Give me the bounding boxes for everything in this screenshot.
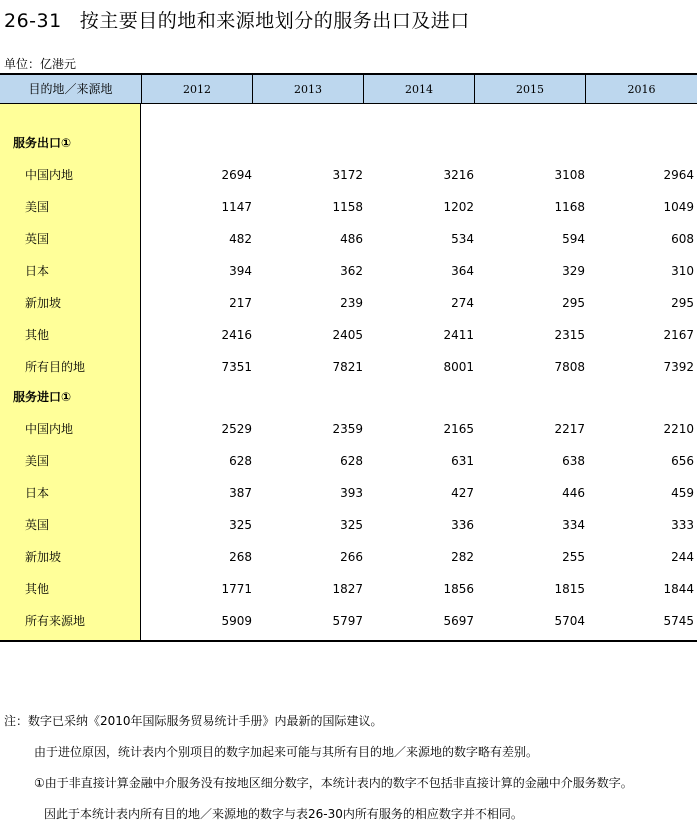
cell-value: 2210	[663, 422, 694, 436]
unit-label: 单位：亿港元	[4, 57, 77, 71]
cell-value: 656	[671, 454, 694, 468]
cell-value: 3108	[554, 168, 585, 182]
header-year-2013: 2013	[252, 75, 363, 104]
header-year-2014: 2014	[363, 75, 474, 104]
row-label: 其他	[25, 582, 50, 596]
table-row	[0, 477, 697, 509]
cell-value: 7808	[554, 360, 585, 374]
cell-value: 1202	[443, 200, 474, 214]
cell-value: 1158	[332, 200, 363, 214]
cell-value: 2167	[663, 328, 694, 342]
cell-value: 310	[671, 264, 694, 278]
row-label: 英国	[25, 518, 50, 532]
cell-value: 295	[562, 296, 585, 310]
cell-value: 446	[562, 486, 585, 500]
cell-value: 329	[562, 264, 585, 278]
cell-value: 638	[562, 454, 585, 468]
table-row	[0, 191, 697, 223]
cell-value: 362	[340, 264, 363, 278]
cell-value: 5704	[554, 614, 585, 628]
row-label: 所有目的地	[25, 360, 86, 374]
table-title: 按主要目的地和来源地划分的服务出口及进口	[79, 10, 470, 32]
cell-value: 628	[229, 454, 252, 468]
cell-value: 459	[671, 486, 694, 500]
row-label: 其他	[25, 328, 50, 342]
row-label: 美国	[25, 200, 50, 214]
page-title	[4, 6, 470, 33]
cell-value: 364	[451, 264, 474, 278]
cell-value: 1827	[332, 582, 363, 596]
cell-value: 1856	[443, 582, 474, 596]
cell-value: 594	[562, 232, 585, 246]
table-row	[0, 287, 697, 319]
table-row	[0, 605, 697, 637]
cell-value: 5697	[443, 614, 474, 628]
cell-value: 2694	[221, 168, 252, 182]
cell-value: 295	[671, 296, 694, 310]
row-label: 美国	[25, 454, 50, 468]
cell-value: 608	[671, 232, 694, 246]
table-header	[0, 73, 697, 104]
cell-value: 274	[451, 296, 474, 310]
cell-value: 2529	[221, 422, 252, 436]
cell-value: 334	[562, 518, 585, 532]
cell-value: 239	[340, 296, 363, 310]
cell-value: 325	[229, 518, 252, 532]
cell-value: 217	[229, 296, 252, 310]
table-row	[0, 255, 697, 287]
footnote-fisim: ①由于非直接计算金融中介服务没有按地区细分数字，本统计表内的数字不包括非直接计算的金融中介服务数字。	[34, 776, 633, 790]
cell-value: 482	[229, 232, 252, 246]
cell-value: 631	[451, 454, 474, 468]
section-label: 服务出口①	[13, 136, 72, 150]
table-row	[0, 223, 697, 255]
cell-value: 2359	[332, 422, 363, 436]
cell-value: 427	[451, 486, 474, 500]
cell-value: 266	[340, 550, 363, 564]
table-row	[0, 159, 697, 191]
cell-value: 2315	[554, 328, 585, 342]
cell-value: 3216	[443, 168, 474, 182]
data-table	[0, 73, 697, 642]
table-row	[0, 413, 697, 445]
header-year-2016: 2016	[585, 75, 697, 104]
table-row	[0, 573, 697, 605]
cell-value: 1147	[221, 200, 252, 214]
header-year-2015: 2015	[474, 75, 585, 104]
cell-value: 255	[562, 550, 585, 564]
row-label: 新加坡	[25, 550, 62, 564]
cell-value: 1844	[663, 582, 694, 596]
cell-value: 1049	[663, 200, 694, 214]
footnote-rounding: 由于进位原因，统计表内个别项目的数字加起来可能与其所有目的地／来源地的数字略有差别。	[34, 745, 539, 759]
header-year-2012: 2012	[141, 75, 252, 104]
cell-value: 394	[229, 264, 252, 278]
cell-value: 2165	[443, 422, 474, 436]
table-row	[0, 445, 697, 477]
table-number: 26-31	[4, 10, 62, 32]
row-label: 中国内地	[25, 422, 74, 436]
section-row-imports	[0, 381, 697, 413]
cell-value: 5797	[332, 614, 363, 628]
cell-value: 2405	[332, 328, 363, 342]
cell-value: 3172	[332, 168, 363, 182]
cell-value: 7392	[663, 360, 694, 374]
section-row-exports	[0, 127, 697, 159]
row-label: 所有来源地	[25, 614, 86, 628]
footnote-main: 注：数字已采纳《2010年国际服务贸易统计手册》内最新的国际建议。	[4, 714, 383, 728]
table-bottom-rule	[0, 640, 697, 642]
cell-value: 1771	[221, 582, 252, 596]
section-label: 服务进口①	[13, 390, 72, 404]
cell-value: 1168	[554, 200, 585, 214]
table-row	[0, 509, 697, 541]
cell-value: 336	[451, 518, 474, 532]
row-label: 新加坡	[25, 296, 62, 310]
cell-value: 244	[671, 550, 694, 564]
cell-value: 387	[229, 486, 252, 500]
cell-value: 268	[229, 550, 252, 564]
cell-value: 2217	[554, 422, 585, 436]
row-label: 日本	[25, 264, 50, 278]
cell-value: 486	[340, 232, 363, 246]
cell-value: 5745	[663, 614, 694, 628]
cell-value: 5909	[221, 614, 252, 628]
cell-value: 7821	[332, 360, 363, 374]
row-label: 英国	[25, 232, 50, 246]
row-label: 中国内地	[25, 168, 74, 182]
cell-value: 2411	[443, 328, 474, 342]
cell-value: 333	[671, 518, 694, 532]
cell-value: 1815	[554, 582, 585, 596]
cell-value: 325	[340, 518, 363, 532]
cell-value: 7351	[221, 360, 252, 374]
cell-value: 2416	[221, 328, 252, 342]
cell-value: 628	[340, 454, 363, 468]
table-row	[0, 319, 697, 351]
table-row	[0, 541, 697, 573]
header-destination-source: 目的地／来源地	[28, 82, 113, 96]
cell-value: 282	[451, 550, 474, 564]
cell-value: 534	[451, 232, 474, 246]
cell-value: 393	[340, 486, 363, 500]
cell-value: 2964	[663, 168, 694, 182]
table-row	[0, 351, 697, 383]
footnote-fisim-cont: 因此于本统计表内所有目的地／来源地的数字与表26-30内所有服务的相应数字并不相同。	[44, 807, 523, 821]
row-label: 日本	[25, 486, 50, 500]
cell-value: 8001	[443, 360, 474, 374]
